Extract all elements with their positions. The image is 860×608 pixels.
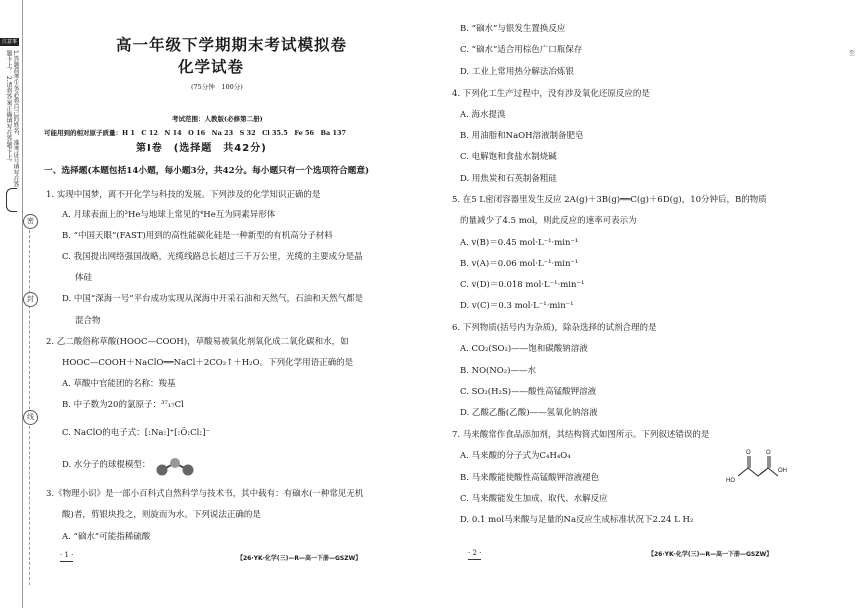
q2-option-c: C. NaClO的电子式：[:Na:]⁺[:Ö:Cl:]⁻	[62, 428, 211, 438]
q1-option-a: A. 月球表面上的³He与地球上常见的⁴He互为同素异形体	[62, 210, 276, 220]
water-ball-stick-model	[154, 456, 196, 478]
page-number-1: · 1 ·	[60, 550, 73, 562]
q2-stem-cont: HOOC—COOH＋NaClO══NaCl＋2CO₂↑＋H₂O。下列化学用语正确的是	[62, 358, 354, 368]
q7-option-b: B. 马来酸能使酸性高锰酸钾溶液褪色	[460, 473, 600, 483]
q2-option-a: A. 草酸中官能团的名称：羧基	[62, 379, 176, 389]
q1-stem: 1. 实现中国梦，离不开化学与科技的发展。下列涉及的化学知识正确的是	[46, 190, 321, 200]
q7-option-a: A. 马来酸的分子式为C₄H₄O₄	[460, 451, 571, 461]
q5-option-d: D. v(C)＝0.3 mol·L⁻¹·min⁻¹	[460, 301, 574, 311]
notice-tab: 注意事	[1, 39, 17, 45]
q1-option-b: B. “中国天眼”(FAST)用到的高性能碳化硅是一种新型的有机高分子材料	[62, 231, 333, 241]
struct-o-left: O	[746, 450, 751, 456]
q6-option-b: B. NO(NO₂)——水	[460, 366, 537, 376]
margin-bracket	[6, 188, 17, 212]
atomic-masses: 可能用到的相对原子质量：H 1 C 12 N 14 O 16 Na 23 S 32 Cl 35.5 Fe 56 Ba 137	[44, 129, 347, 137]
q4-option-b: B. 用油脂和NaOH溶液制备肥皂	[460, 131, 584, 141]
q5-option-c: C. v(D)＝0.018 mol·L⁻¹·min⁻¹	[460, 280, 585, 290]
page-number-2: · 2 ·	[468, 548, 481, 560]
time-score: (75分钟 100分)	[191, 83, 243, 91]
struct-ho: HO	[726, 478, 735, 484]
q3-stem-cont: 酸)者，剪银块投之，则旋而为水。下列说法正确的是	[62, 510, 261, 520]
seal-mark-3: 线	[23, 410, 38, 425]
q4-option-d: D. 用焦炭和石英制备粗硅	[460, 174, 557, 184]
q4-option-a: A. 海水提溴	[460, 110, 506, 120]
q3-option-c: C. “硇水”适合用棕色广口瓶保存	[460, 45, 583, 55]
page-code-2: 【26·YK·化学(三)—R—高一下册—GSZW】	[648, 551, 773, 558]
seal-mark-2: 封	[23, 292, 38, 307]
q5-stem: 5. 在5 L密闭容器里发生反应 2A(g)＋3B(g)══C(g)＋6D(g)，10分钟后，B的物质	[452, 195, 767, 205]
q6-option-c: C. SO₂(H₂S)——酸性高锰酸钾溶液	[460, 387, 597, 397]
q4-stem: 4. 下列化工生产过程中，没有涉及氧化还原反应的是	[452, 89, 650, 99]
q2-stem: 2. 乙二酸俗称草酸(HOOC—COOH)，草酸易被氧化剂氧化成二氧化碳和水，如	[46, 337, 349, 347]
q7-option-c: C. 马来酸能发生加成、取代、水解反应	[460, 494, 608, 504]
section-one-heading: 一、选择题(本题包括14小题，每小题3分，共42分。每小题只有一个选项符合题意)	[44, 166, 370, 176]
q6-stem: 6. 下列物质(括号内为杂质)，除杂选择的试剂合理的是	[452, 323, 657, 333]
struct-oh: OH	[778, 468, 787, 474]
q2-option-d: D. 水分子的球棍模型：	[62, 460, 151, 470]
q1-option-c: C. 我国提出网络强国战略，光缆线路总长超过三千万公里，光缆的主要成分是晶	[62, 252, 363, 262]
maleic-acid-structure	[726, 446, 792, 486]
q3-option-a: A. “硇水”可能指稀硫酸	[62, 532, 151, 542]
q1-option-d: D. 中国“深海一号”平台成功实现从深海中开采石油和天然气，石油和天然气都是	[62, 294, 364, 304]
q3-option-b: B. “硇水”与银发生置换反应	[460, 24, 566, 34]
fold-line	[29, 215, 30, 585]
q1-option-c-cont: 体硅	[75, 273, 93, 283]
subject-title: 化学试卷	[178, 58, 245, 76]
part-title: 第Ⅰ卷 (选择题 共42分)	[136, 143, 267, 154]
exam-scope: 考试范围：人教版(必修第二册)	[172, 115, 263, 123]
q6-option-d: D. 乙酸乙酯(乙酸)——氢氧化钠溶液	[460, 408, 598, 418]
right-edge-mark: 至	[849, 50, 856, 57]
q2-option-b: B. 中子数为20的氯原子：³⁷₁₇Cl	[62, 400, 184, 410]
q1-option-d-cont: 混合物	[75, 316, 101, 326]
q5-option-a: A. v(B)＝0.45 mol·L⁻¹·min⁻¹	[460, 238, 579, 248]
q5-option-b: B. v(A)＝0.06 mol·L⁻¹·min⁻¹	[460, 259, 579, 269]
q7-option-d: D. 0.1 mol马来酸与足量的Na反应生成标准状况下2.24 L H₂	[460, 515, 694, 525]
seal-mark-1: 密	[23, 214, 38, 229]
page-code-1: 【26·YK·化学(三)—R—高一下册—GSZW】	[237, 555, 362, 562]
q5-stem-cont: 的量减少了4.5 mol，则此反应的速率可表示为	[460, 216, 637, 226]
exam-title: 高一年级下学期期末考试模拟卷	[116, 36, 348, 54]
q7-stem: 7. 马来酸常作食品添加剂，其结构简式如图所示。下列叙述错误的是	[452, 430, 710, 440]
binding-margin	[0, 0, 23, 608]
struct-o-right: O	[766, 450, 771, 456]
q3-stem: 3.《物理小识》是一部小百科式自然科学与技术书，其中载有：有硇水(一种常见无机	[46, 489, 364, 499]
q3-option-d: D. 工业上常用热分解法冶炼银	[460, 67, 574, 77]
notice-text: 1.答题前考生务必将自己的姓名、准考证号填写在答题卡上。 2.请将答案正确填写在答题卡上。	[5, 50, 19, 188]
q4-option-c: C. 电解饱和食盐水制烧碱	[460, 152, 557, 162]
q6-option-a: A. CO₂(SO₂)——饱和碳酸钠溶液	[460, 344, 588, 354]
